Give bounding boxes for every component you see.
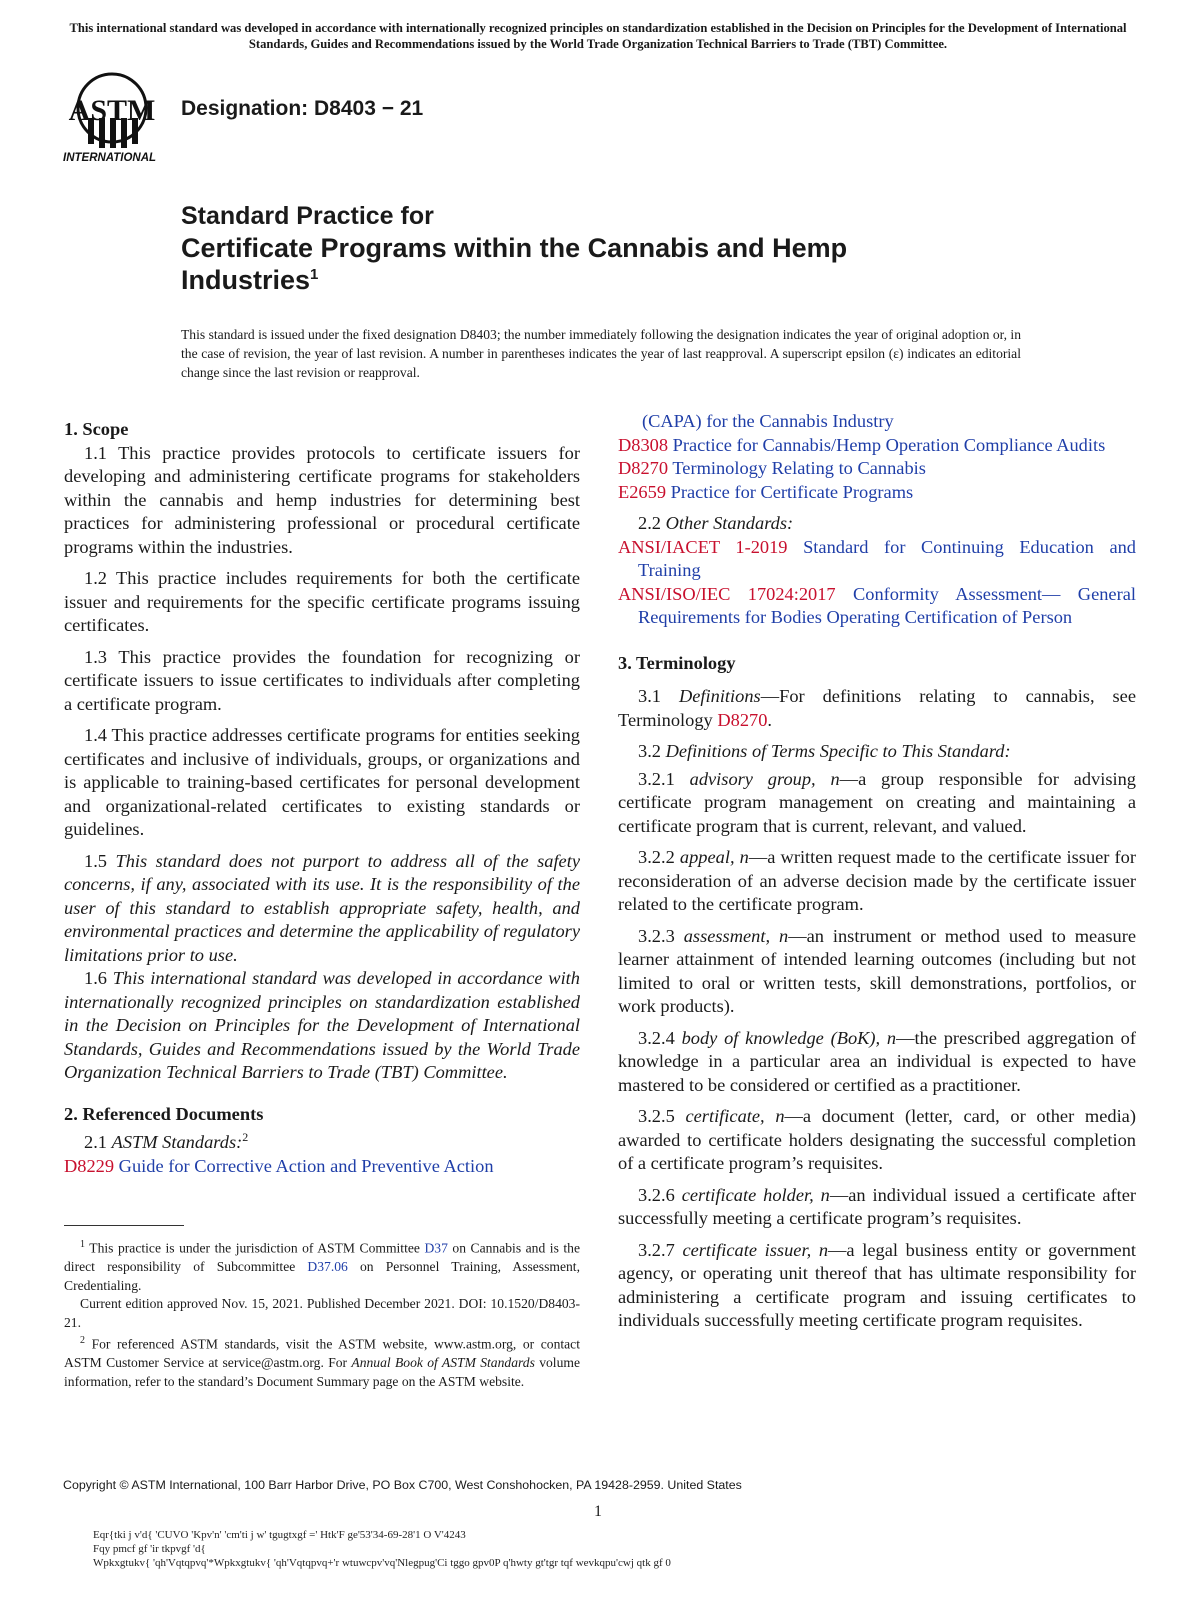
definition-text: —a group responsible for advising certificate program management on creating and maintaining a certificate program that is current, relevant, and valued.	[618, 768, 1136, 836]
astm-logo	[62, 68, 168, 168]
ref-iso-17024-code[interactable]: ANSI/ISO/IEC 17024:2017	[618, 583, 836, 604]
footnote-1	[64, 1236, 580, 1295]
para-1-1: 1.1 This practice provides protocols to certificate issuers for developing and administering certificate programs for stakeholders within the cannabis and hemp industries for determining best practices for administering professional or procedural certificate programs within the industries.	[64, 442, 580, 557]
page-number: 1	[594, 1503, 602, 1520]
para-3-2-num: 3.2	[638, 741, 661, 761]
title-line2	[181, 232, 981, 296]
definition-item	[618, 1239, 1136, 1333]
definition-num: 3.2.6	[638, 1184, 675, 1205]
subcommittee-d37-06-link[interactable]: D37.06	[307, 1259, 348, 1275]
ref-d8308-title[interactable]: Practice for Cannabis/Hemp Operation Compliance Audits	[672, 434, 1106, 455]
footnote-2	[64, 1332, 580, 1391]
ref-d8229-code[interactable]: D8229	[64, 1155, 115, 1176]
left-column	[64, 418, 580, 1178]
issue-note: This standard is issued under the fixed designation D8403; the number immediately following the designation indicates the year of original adoption or, in the case of revision, the year of last revision. A number in parentheses indicates the year of last reapproval. A superscript epsilon (ε) indicates an editorial change since the last revision or reapproval.	[181, 327, 1021, 380]
para-3-1-end: .	[767, 709, 773, 730]
footnote-2-text-a: For referenced ASTM standards, visit the ASTM website, www.astm.org, or contact ASTM Customer Service at service@astm.org. For	[64, 1336, 580, 1371]
definition-term: body of knowledge (BoK), n	[681, 1027, 897, 1048]
right-column	[618, 410, 1136, 1341]
para-1-2: 1.2 This practice includes requirements for both the certificate issuer and requirements for the specific certificate programs issuing certificates.	[64, 568, 580, 635]
ref-d8308[interactable]	[618, 434, 1136, 458]
definition-term: certificate, n	[685, 1106, 785, 1126]
definition-term: certificate holder, n	[681, 1184, 830, 1205]
definition-item	[618, 1184, 1136, 1231]
ref-iso-17024[interactable]	[618, 583, 1136, 630]
definition-text: —a document (letter, card, or other media) awarded to certificate holders designating the successful completion of a certificate program’s requisites.	[618, 1106, 1136, 1173]
para-1-3: 1.3 This practice provides the foundation for recognizing or certificate issuers to issue certificates to individuals after completing a certificate program.	[64, 646, 580, 714]
other-standards-text: Other Standards:	[665, 513, 794, 533]
license-line-2: Fqy pmcf gf 'ir tkpvgf 'd{	[93, 1543, 206, 1555]
definition-item	[618, 1027, 1136, 1098]
top-notice: This international standard was developed in accordance with internationally recognized principles on standardization established in the Decision on Principles for the Development of International Standards, Guides and Recommendations issued by the World Trade Organization Technical Barriers to Trade (TBT) Committee.	[69, 21, 1127, 51]
title-line1: Standard Practice for	[181, 202, 434, 230]
committee-d37-link[interactable]: D37	[424, 1240, 448, 1256]
ref-d8229-part1[interactable]	[64, 1155, 580, 1179]
definition-num: 3.2.7	[638, 1239, 675, 1260]
logo-subtext: INTERNATIONAL	[63, 152, 157, 164]
ref-ansi-iacet-title[interactable]: Standard for Continuing Education and Training	[638, 536, 1136, 580]
definition-num: 3.2.5	[638, 1106, 675, 1126]
definition-num: 3.2.1	[638, 768, 675, 789]
footnote-2-mark: 2	[80, 1335, 85, 1347]
definition-num: 3.2.3	[638, 925, 675, 946]
terminology-heading: 3. Terminology	[618, 652, 736, 673]
definition-num: 3.2.2	[638, 847, 675, 867]
definition-term: assessment, n	[683, 925, 789, 946]
para-1-5	[64, 850, 580, 968]
ref-e2659-title[interactable]: Practice for Certificate Programs	[670, 481, 914, 502]
definition-text: —a legal business entity or government agency, or operating unit thereof that has ultimate responsibility for administering a certificate program and issuing certificates to individuals successfully meeting certificate program requisites.	[618, 1239, 1137, 1330]
footnotes	[64, 1236, 580, 1391]
footnote-1-text-c: on Personnel Training, Assessment, Credentialing.	[64, 1259, 580, 1293]
license-line-1: Eqr{tki j v'd{ 'CUVO 'Kpv'n' 'cm'ti j w' tgugtxgf =' Htk'F ge'53'34-69-28'1 O V'4243	[93, 1529, 466, 1541]
para-1-5-text: This standard does not purport to address all of the safety concerns, if any, associated with its use. It is the responsibility of the user of this standard to establish appropriate safety, health, and environmental practices and determine the applicability of regulatory limitations prior to use.	[64, 850, 580, 965]
para-1-5-num: 1.5	[84, 850, 107, 871]
ref-d8308-code[interactable]: D8308	[618, 434, 669, 455]
definition-text: —the prescribed aggregation of knowledge in a particular area an individual is expected to have mastered to be considered or certified as a practitioner.	[618, 1027, 1136, 1095]
para-1-6	[64, 967, 580, 1085]
other-standards-num: 2.2	[638, 513, 661, 533]
definition-item	[618, 925, 1136, 1019]
para-3-1-term: Definitions	[678, 686, 761, 706]
footnote-rule	[64, 1225, 184, 1226]
copyright: Copyright © ASTM International, 100 Barr Harbor Drive, PO Box C700, West Conshohocken, PA 19428-2959. United States	[63, 1478, 742, 1492]
para-3-2	[618, 740, 1136, 764]
ref-d8229-part2[interactable]	[618, 410, 1136, 434]
edition-note: Current edition approved Nov. 15, 2021. Published December 2021. DOI: 10.1520/D8403-21.	[64, 1296, 580, 1330]
footnote-2-italic: Annual Book of ASTM Standards	[351, 1355, 535, 1371]
logo-text: ASTM	[68, 94, 156, 127]
para-1-6-num: 1.6	[84, 968, 107, 988]
para-3-1	[618, 685, 1136, 732]
title-block	[181, 200, 981, 296]
scope-heading: 1. Scope	[64, 419, 129, 439]
astm-standards-num: 2.1	[84, 1132, 107, 1153]
definition-text: —an instrument or method used to measure learner attainment of intended learning outcomes (including but not limited to oral or written tests, skill demonstrations, portfolios, or work products).	[618, 925, 1136, 1016]
astm-logo-icon	[62, 68, 168, 168]
license-line-3: Wpkxgtukv{ 'qh'Vqtqpvq'*Wpkxgtukv{ 'qh'Vqtqpvq+'r wtuwcpv'vq'Nlegpug'Ci tggo gpv0P q'hwty gt'tgr tqf wevkqpu'cwj qtk gf 0	[93, 1557, 671, 1569]
para-3-2-text: Definitions of Terms Specific to This Standard:	[665, 741, 1011, 761]
ref-e2659[interactable]	[618, 481, 1136, 505]
definition-item	[618, 846, 1136, 917]
ref-d8229-title-part2[interactable]: (CAPA) for the Cannabis Industry	[642, 411, 894, 431]
definition-text: —an individual issued a certificate after successfully meeting a certificate program’s requisites.	[618, 1184, 1136, 1228]
footnote-2-text-b: volume information, refer to the standard’s Document Summary page on the ASTM website.	[64, 1355, 580, 1389]
definition-num: 3.2.4	[638, 1027, 675, 1048]
other-standards-label	[618, 512, 1136, 536]
title-main: Certificate Programs within the Cannabis and Hemp Industries	[181, 233, 848, 295]
designation: Designation: D8403 − 21	[181, 97, 424, 120]
para-1-4: 1.4 This practice addresses certificate programs for entities seeking certificates and inclusive of individuals, groups, or organizations and is applicable to training-based certificates for personal development and organizational-related certificates to existing standards or guidelines.	[64, 725, 580, 839]
footnote-1-mark: 1	[80, 1239, 85, 1250]
ref-iso-17024-title[interactable]: Conformity Assessment— General Requirements for Bodies Operating Certification of Person	[638, 583, 1136, 627]
para-1-6-text: This international standard was developed in accordance with internationally recognized principles on standardization established in the Decision on Principles for the Development of International Standards, Guides and Recommendations issued by the World Trade Organization Technical Barriers to Trade (TBT) Committee.	[64, 968, 580, 1082]
license-stamp	[93, 1528, 671, 1570]
ref-d8229-title-part1[interactable]: Guide for Corrective Action and Preventive Action	[118, 1155, 494, 1176]
ref-ansi-iacet[interactable]	[618, 536, 1136, 583]
ref-ansi-iacet-code[interactable]: ANSI/IACET 1-2019	[618, 536, 788, 557]
footnote-1-text-a: This practice is under the jurisdiction of ASTM Committee	[89, 1240, 420, 1256]
refdocs-heading: 2. Referenced Documents	[64, 1103, 264, 1124]
para-3-1-text: —For definitions relating to cannabis, see Terminology	[618, 686, 1136, 730]
definition-term: certificate issuer, n	[682, 1239, 829, 1260]
footnote-1-text-b: on Cannabis and is the direct responsibility of Subcommittee	[64, 1240, 580, 1275]
definitions-list	[618, 768, 1136, 1333]
title-footnote-mark: 1	[310, 266, 319, 283]
definition-term: appeal, n	[679, 847, 749, 867]
definition-term: advisory group, n	[689, 768, 840, 789]
para-3-1-ref[interactable]: D8270	[717, 709, 768, 730]
para-3-1-num: 3.1	[638, 686, 661, 706]
ref-d8270[interactable]	[618, 457, 1136, 481]
definition-text: —a written request made to the certificate issuer for reconsideration of an adverse decision made by the certificate issuer related to the certificate program.	[618, 847, 1136, 914]
astm-footnote-mark: 2	[242, 1130, 249, 1144]
astm-standards-text: ASTM Standards:	[111, 1132, 243, 1153]
definition-item	[618, 1105, 1136, 1176]
definition-item	[618, 768, 1136, 839]
ref-e2659-code[interactable]: E2659	[618, 481, 667, 502]
astm-standards-label	[64, 1126, 580, 1155]
ref-d8270-title[interactable]: Terminology Relating to Cannabis	[672, 458, 926, 478]
ref-d8270-code[interactable]: D8270	[618, 458, 669, 478]
